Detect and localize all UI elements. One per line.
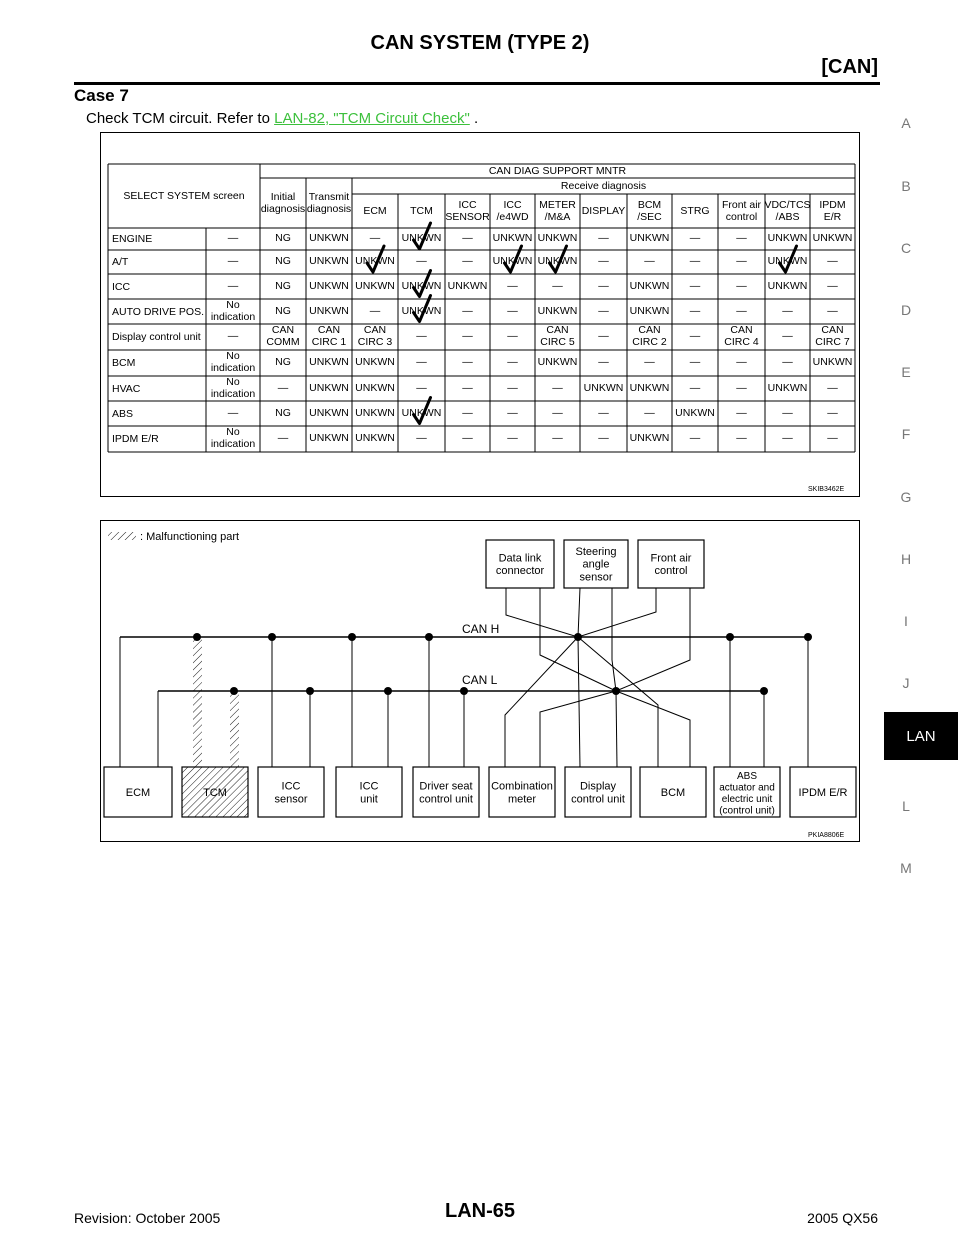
top-unit-label: Steering angle sensor bbox=[575, 546, 617, 584]
side-index-l[interactable]: L bbox=[902, 798, 910, 814]
junction-dot bbox=[612, 687, 620, 695]
row-system-name: ENGINE bbox=[112, 233, 153, 245]
table-cell: No indication bbox=[210, 375, 256, 400]
legend-text: : Malfunctioning part bbox=[140, 531, 240, 543]
table-cell: NG bbox=[275, 255, 291, 268]
table-cell: — bbox=[552, 381, 563, 394]
row-system-name: ABS bbox=[112, 407, 134, 420]
column-header: ICC /e4WD bbox=[496, 198, 529, 223]
table-cell: UNKWN bbox=[447, 279, 488, 292]
table-cell: CAN COMM bbox=[266, 324, 300, 348]
table-cell: UNKWN bbox=[401, 406, 442, 419]
table-cell: — bbox=[782, 304, 793, 317]
page-number: LAN-65 bbox=[444, 1200, 515, 1222]
table-cell: NG bbox=[275, 406, 291, 419]
table-cell: — bbox=[689, 330, 701, 343]
table-cell: — bbox=[689, 356, 701, 369]
active-section-tab[interactable]: LAN bbox=[884, 712, 958, 760]
table-cell: — bbox=[227, 255, 239, 268]
side-index-b[interactable]: B bbox=[901, 178, 911, 194]
column-header: Front air control bbox=[721, 198, 762, 223]
table-cell: UNKWN bbox=[355, 279, 395, 292]
bcm-h-wire bbox=[578, 637, 658, 767]
tcm-circuit-check-link[interactable]: LAN-82, "TCM Circuit Check" bbox=[274, 110, 470, 127]
row-system-name: AUTO DRIVE POS. bbox=[112, 305, 204, 318]
side-index-g[interactable]: G bbox=[900, 489, 912, 505]
bottom-unit-label: IPDM E/R bbox=[798, 787, 848, 799]
row-system-name: BCM bbox=[112, 357, 136, 369]
table-cell: UNKWN bbox=[309, 255, 349, 268]
table-cell: — bbox=[827, 432, 838, 445]
revision-date: Revision: October 2005 bbox=[74, 1210, 221, 1226]
junction-dot bbox=[230, 687, 238, 695]
table-cell: UNKWN bbox=[401, 279, 442, 292]
table-cell: — bbox=[736, 279, 747, 292]
table-cell: — bbox=[827, 255, 838, 268]
table-cell: — bbox=[782, 432, 793, 445]
side-index-a[interactable]: A bbox=[901, 115, 911, 131]
junction-dot bbox=[460, 687, 468, 695]
table-cell: — bbox=[277, 381, 289, 394]
junction-dot bbox=[268, 633, 276, 641]
table-cell: UNKWN bbox=[675, 406, 715, 419]
table-cell: — bbox=[416, 330, 427, 343]
table-cell: — bbox=[277, 432, 289, 445]
table-cell: — bbox=[598, 279, 609, 292]
bottom-unit-label: Combination meter bbox=[491, 780, 553, 806]
table-cell: No indication bbox=[210, 426, 256, 450]
table-cell: UNKWN bbox=[309, 432, 349, 445]
table-cell: — bbox=[552, 432, 563, 445]
meter-h-wire bbox=[505, 637, 578, 767]
table-cell: NG bbox=[275, 232, 291, 245]
table-cell: — bbox=[598, 232, 609, 245]
table-cell: UNKWN bbox=[309, 356, 349, 369]
table-cell: — bbox=[227, 406, 239, 419]
table-cell: UNKWN bbox=[767, 232, 808, 245]
side-index-h[interactable]: H bbox=[900, 551, 912, 567]
table-cell: UNKWN bbox=[767, 279, 808, 292]
select-system-header: SELECT SYSTEM screen bbox=[123, 189, 245, 202]
junction-dot bbox=[425, 633, 433, 641]
instruction-prefix: Check TCM circuit. Refer to bbox=[86, 110, 275, 127]
table-cell: UNKWN bbox=[583, 381, 624, 394]
row-system-name: HVAC bbox=[112, 382, 141, 395]
row-system-name: ICC bbox=[112, 280, 131, 293]
column-header: BCM /SEC bbox=[637, 198, 662, 223]
table-cell: CAN CIRC 2 bbox=[632, 324, 667, 348]
table-cell: CAN CIRC 5 bbox=[540, 324, 575, 348]
table-cell: — bbox=[462, 381, 473, 394]
side-index-e[interactable]: E bbox=[901, 364, 911, 380]
table-cell: — bbox=[644, 356, 655, 369]
bottom-unit-label: TCM bbox=[203, 787, 227, 799]
table-cell: UNKWN bbox=[537, 255, 578, 268]
table-cell: UNKWN bbox=[401, 232, 442, 245]
table-cell: — bbox=[552, 279, 563, 292]
table-cell: UNKWN bbox=[537, 232, 578, 245]
strg-h-wire bbox=[578, 588, 580, 637]
bottom-unit-label: ECM bbox=[125, 787, 151, 799]
dlc-h-wire bbox=[506, 588, 578, 637]
section-label: [CAN] bbox=[821, 56, 878, 78]
table-cell: No indication bbox=[210, 298, 256, 323]
table-cell: — bbox=[827, 406, 838, 419]
table-cell: UNKWN bbox=[355, 406, 395, 419]
table-cell: UNKWN bbox=[767, 255, 808, 268]
bottom-unit-label: Display control unit bbox=[571, 780, 625, 806]
meter-l-wire bbox=[540, 691, 616, 767]
table-cell: — bbox=[598, 356, 609, 369]
table-cell: — bbox=[598, 330, 609, 343]
bcm-l-wire bbox=[616, 691, 690, 767]
side-index-c[interactable]: C bbox=[900, 240, 912, 256]
can-h-label: CAN H bbox=[462, 622, 500, 636]
table-cell: — bbox=[782, 406, 793, 419]
table-cell: CAN CIRC 4 bbox=[724, 324, 759, 348]
table-cell: — bbox=[507, 330, 518, 343]
junction-dot bbox=[804, 633, 812, 641]
table-cell: — bbox=[598, 432, 609, 445]
table-cell: — bbox=[827, 381, 838, 394]
table-cell: — bbox=[736, 381, 747, 394]
table-cell: — bbox=[736, 304, 747, 317]
table-cell: — bbox=[507, 406, 518, 419]
table-cell: — bbox=[552, 406, 563, 419]
table-cell: UNKWN bbox=[309, 279, 349, 292]
display-h-wire bbox=[578, 637, 580, 767]
table-cell: — bbox=[462, 232, 473, 245]
table-cell: — bbox=[689, 255, 701, 268]
table-cell: UNKWN bbox=[309, 304, 349, 317]
column-header: ECM bbox=[363, 204, 387, 217]
table-cell: UNKWN bbox=[812, 232, 853, 245]
side-index-j[interactable]: J bbox=[902, 675, 910, 691]
table-cell: — bbox=[689, 432, 701, 445]
table-ref-code: SKIB3462E bbox=[808, 486, 845, 493]
table-cell: UNKWN bbox=[309, 232, 349, 245]
table-cell: UNKWN bbox=[812, 356, 853, 369]
table-cell: NG bbox=[275, 356, 291, 369]
table-cell: — bbox=[462, 304, 473, 317]
table-cell: CAN CIRC 7 bbox=[815, 324, 850, 348]
table-cell: — bbox=[689, 279, 701, 292]
tcm-hatch-l bbox=[230, 691, 239, 767]
table-cell: — bbox=[689, 232, 701, 245]
table-cell: — bbox=[598, 304, 609, 317]
table-cell: — bbox=[416, 356, 427, 369]
table-cell: — bbox=[462, 255, 473, 268]
column-header: DISPLAY bbox=[581, 204, 626, 217]
table-cell: — bbox=[736, 232, 747, 245]
table-cell: UNKWN bbox=[355, 356, 395, 369]
table-cell: UNKWN bbox=[537, 304, 578, 317]
bottom-unit-label: ICC unit bbox=[359, 780, 379, 806]
table-cell: — bbox=[782, 330, 793, 343]
table-cell: — bbox=[416, 432, 427, 445]
fac-l-wire bbox=[616, 588, 690, 691]
junction-dot bbox=[306, 687, 314, 695]
table-cell: UNKWN bbox=[309, 381, 349, 394]
table-cell: CAN CIRC 3 bbox=[357, 324, 393, 348]
can-l-label: CAN L bbox=[462, 673, 498, 687]
table-cell: — bbox=[736, 406, 747, 419]
table-top-header: CAN DIAG SUPPORT MNTR bbox=[488, 164, 627, 177]
table-cell: UNKWN bbox=[629, 232, 670, 245]
diagram-ref-code: PKIA8806E bbox=[808, 832, 845, 839]
table-cell: — bbox=[462, 356, 473, 369]
table-cell: NG bbox=[275, 279, 291, 292]
table-cell: — bbox=[462, 432, 473, 445]
junction-dot bbox=[726, 633, 734, 641]
receive-diagnosis-header: Receive diagnosis bbox=[560, 179, 647, 192]
table-cell: — bbox=[507, 432, 518, 445]
column-header: ICC SENSOR bbox=[445, 198, 490, 223]
table-cell: UNKWN bbox=[355, 432, 395, 445]
column-header: STRG bbox=[680, 204, 710, 217]
table-cell: — bbox=[736, 255, 747, 268]
table-cell: UNKWN bbox=[629, 279, 670, 292]
junction-dot bbox=[384, 687, 392, 695]
side-index-i[interactable]: I bbox=[904, 613, 908, 629]
table-cell: UNKWN bbox=[355, 381, 395, 394]
junction-dot bbox=[574, 633, 582, 641]
column-header: VDC/TCS /ABS bbox=[764, 198, 811, 223]
strg-l-wire bbox=[612, 588, 616, 691]
table-cell: — bbox=[369, 232, 381, 245]
table-cell: — bbox=[507, 381, 518, 394]
table-cell: — bbox=[644, 406, 655, 419]
side-index-f[interactable]: F bbox=[901, 426, 911, 442]
fac-h-wire bbox=[578, 588, 656, 637]
case-title: Case 7 bbox=[74, 86, 129, 105]
table-cell: — bbox=[736, 432, 747, 445]
table-cell: CAN CIRC 1 bbox=[311, 324, 347, 348]
junction-dot bbox=[348, 633, 356, 641]
bottom-unit-label: BCM bbox=[660, 787, 686, 799]
instruction-suffix: . bbox=[469, 110, 479, 127]
bottom-unit-label: ABS actuator and electric unit (control unit) bbox=[719, 770, 775, 817]
column-header: Transmit diagnosis bbox=[306, 190, 352, 215]
table-cell: — bbox=[827, 279, 838, 292]
top-unit-label: Front air control bbox=[650, 552, 692, 578]
table-cell: UNKWN bbox=[492, 232, 533, 245]
table-cell: — bbox=[689, 304, 701, 317]
side-index-d[interactable]: D bbox=[900, 302, 912, 318]
junction-dot bbox=[760, 687, 768, 695]
row-system-name: A/T bbox=[112, 256, 129, 268]
top-unit-label: Data link connector bbox=[495, 552, 545, 578]
table-cell: — bbox=[416, 255, 427, 268]
column-header: METER /M&A bbox=[539, 198, 576, 223]
table-cell: No indication bbox=[210, 350, 256, 374]
model-name: 2005 QX56 bbox=[807, 1210, 878, 1226]
tcm-hatch-h bbox=[193, 637, 202, 767]
row-system-name: IPDM E/R bbox=[112, 433, 159, 445]
table-cell: UNKWN bbox=[309, 406, 349, 419]
table-cell: UNKWN bbox=[767, 381, 808, 394]
row-system-name: Display control unit bbox=[112, 331, 201, 343]
table-cell: — bbox=[507, 304, 518, 317]
table-cell: — bbox=[736, 356, 747, 369]
column-header: Initial diagnosis bbox=[260, 190, 306, 215]
page-title: CAN SYSTEM (TYPE 2) bbox=[370, 32, 590, 54]
table-cell: — bbox=[827, 304, 838, 317]
table-cell: — bbox=[227, 279, 239, 292]
table-cell: UNKWN bbox=[492, 255, 533, 268]
table-cell: UNKWN bbox=[629, 381, 670, 394]
table-cell: UNKWN bbox=[401, 304, 442, 317]
table-cell: — bbox=[782, 356, 793, 369]
table-cell: — bbox=[598, 255, 609, 268]
table-cell: — bbox=[644, 255, 655, 268]
table-cell: — bbox=[598, 406, 609, 419]
junction-dot bbox=[193, 633, 201, 641]
bottom-unit-label: ICC sensor bbox=[274, 780, 308, 806]
table-cell: — bbox=[462, 330, 473, 343]
side-index-m[interactable]: M bbox=[900, 860, 912, 876]
table-cell: NG bbox=[275, 304, 291, 317]
column-header: TCM bbox=[410, 204, 433, 217]
table-cell: UNKWN bbox=[537, 356, 578, 369]
column-header: IPDM E/R bbox=[819, 198, 846, 223]
table-cell: — bbox=[462, 406, 473, 419]
table-cell: — bbox=[369, 304, 381, 317]
table-cell: UNKWN bbox=[629, 304, 670, 317]
table-cell: — bbox=[507, 356, 518, 369]
bottom-unit-label: Driver seat control unit bbox=[419, 780, 473, 806]
display-l-wire bbox=[616, 691, 617, 767]
table-cell: — bbox=[416, 381, 427, 394]
table-cell: — bbox=[507, 279, 518, 292]
table-cell: — bbox=[227, 330, 239, 343]
table-cell: UNKWN bbox=[355, 255, 395, 268]
table-cell: — bbox=[227, 232, 239, 245]
table-cell: UNKWN bbox=[629, 432, 670, 445]
table-cell: — bbox=[689, 381, 701, 394]
legend-hatch-swatch bbox=[108, 532, 136, 540]
